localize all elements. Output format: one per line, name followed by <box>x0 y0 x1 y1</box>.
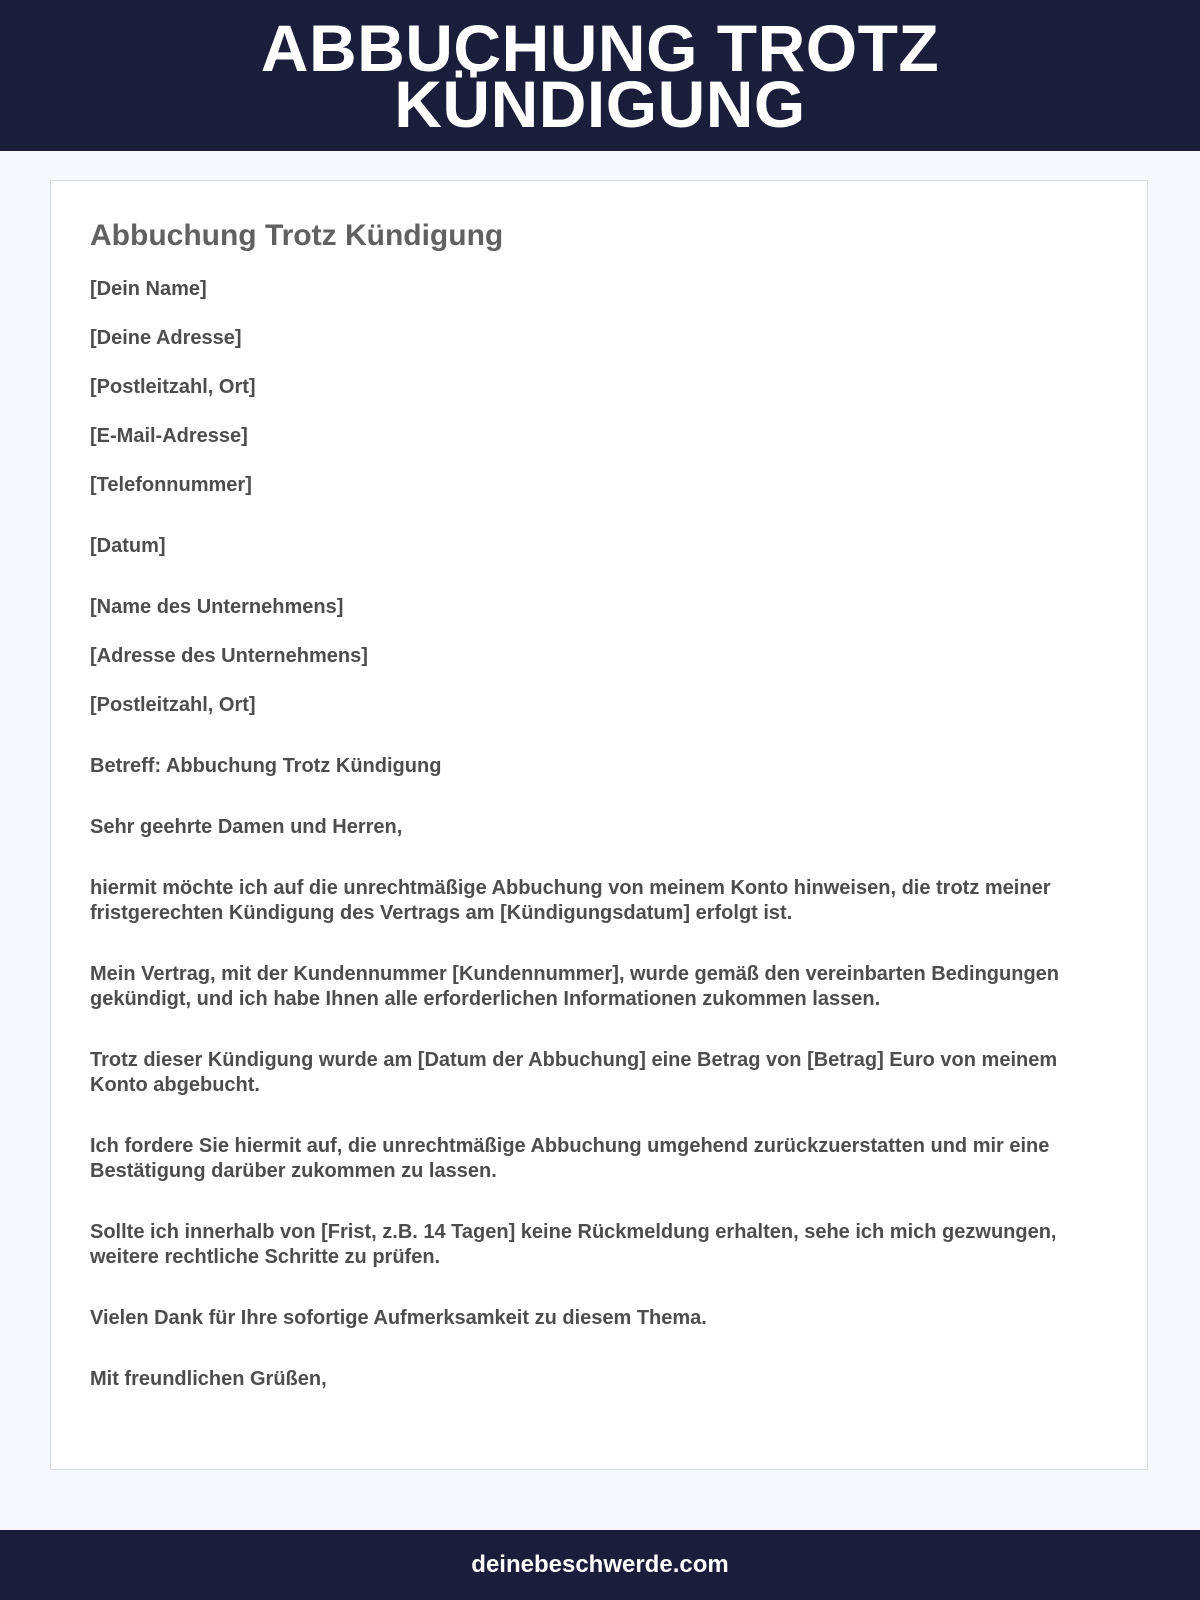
recipient-zip-city: [Postleitzahl, Ort] <box>90 694 256 716</box>
letter-title: Abbuchung Trotz Kündigung <box>90 219 504 252</box>
sender-phone: [Telefonnummer] <box>90 474 252 496</box>
recipient-company: [Name des Unternehmens] <box>90 596 344 618</box>
letter-salutation: Sehr geehrte Damen und Herren, <box>90 816 403 838</box>
footer-site-link[interactable]: deinebeschwerde.com <box>471 1551 729 1578</box>
page-footer <box>0 1530 1200 1600</box>
letter-date: [Datum] <box>90 535 166 557</box>
sender-address: [Deine Adresse] <box>90 327 242 349</box>
letter-paragraph: Vielen Dank für Ihre sofortige Aufmerksamkeit zu diesem Thema. <box>90 1307 707 1329</box>
sender-zip-city: [Postleitzahl, Ort] <box>90 376 256 398</box>
page-title: ABBUCHUNG TROTZ KÜNDIGUNG <box>260 10 940 141</box>
letter-paragraph: Mein Vertrag, mit der Kundennummer [Kundennummer], wurde gemäß den vereinbarten Bedingungen gekündigt, und ich habe Ihnen alle erforderlichen Informationen zukommen lassen. <box>90 963 1060 1010</box>
recipient-address: [Adresse des Unternehmens] <box>90 645 368 667</box>
letter-subject: Betreff: Abbuchung Trotz Kündigung <box>90 755 442 777</box>
letter-card <box>50 180 1148 1470</box>
sender-email: [E-Mail-Adresse] <box>90 425 248 447</box>
letter-paragraph: Sollte ich innerhalb von [Frist, z.B. 14 Tagen] keine Rückmeldung erhalten, sehe ich mich gezwungen, weitere rechtliche Schritte zu prüfen. <box>90 1221 1057 1268</box>
sender-name: [Dein Name] <box>90 278 207 300</box>
letter-paragraph: hiermit möchte ich auf die unrechtmäßige Abbuchung von meinem Konto hinweisen, die trotz meiner fristgerechten Kündigung des Vertrags am [Kündigungsdatum] erfolgt ist. <box>90 877 1051 924</box>
letter-closing: Mit freundlichen Grüßen, <box>90 1368 327 1390</box>
letter-paragraph: Trotz dieser Kündigung wurde am [Datum der Abbuchung] eine Betrag von [Betrag] Euro von meinem Konto abgebucht. <box>90 1049 1058 1096</box>
letter-paragraph: Ich fordere Sie hiermit auf, die unrechtmäßige Abbuchung umgehend zurückzuerstatten und mir eine Bestätigung darüber zukommen zu lassen. <box>90 1135 1050 1182</box>
page-header <box>0 0 1200 151</box>
